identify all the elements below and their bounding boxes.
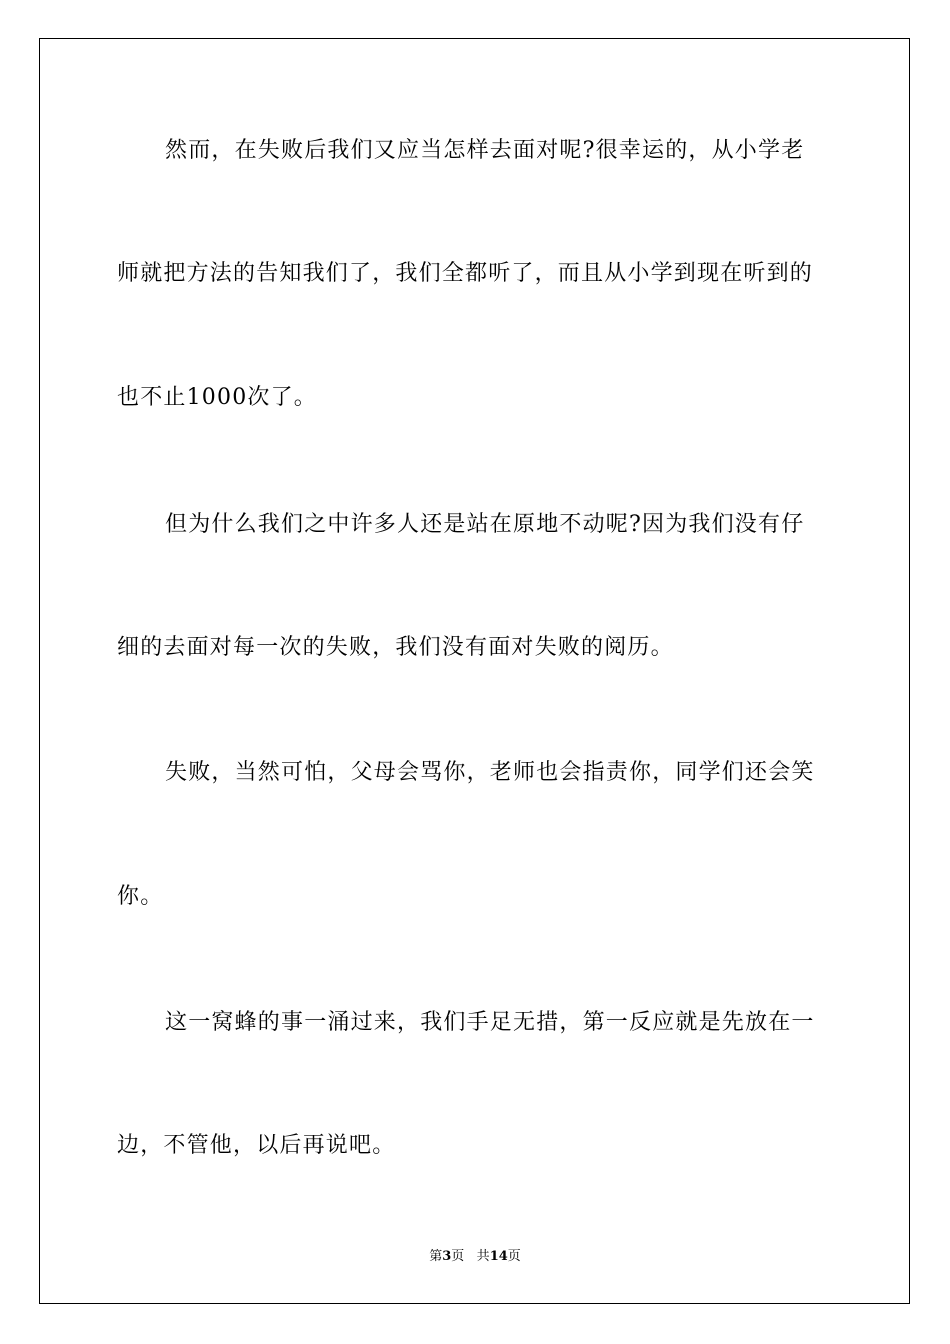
page-footer — [0, 1248, 950, 1266]
paragraph-1-line-3: 也不止1000次了。 — [117, 385, 317, 410]
total-pages-number: 14 — [489, 1249, 508, 1264]
total-prefix: 共 — [476, 1249, 490, 1264]
paragraph-4-line-2: 边，不管他，以后再说吧。 — [117, 1133, 396, 1158]
paragraph-2-line-1: 但为什么我们之中许多人还是站在原地不动呢?因为我们没有仔 — [165, 512, 805, 537]
page-suffix: 页 — [451, 1249, 465, 1264]
page-prefix: 第 — [429, 1249, 443, 1264]
page-frame — [39, 38, 910, 1304]
paragraph-3-line-2: 你。 — [117, 884, 164, 909]
paragraph-4-line-1: 这一窝蜂的事一涌过来，我们手足无措，第一反应就是先放在一 — [165, 1010, 815, 1035]
paragraph-1-line-2: 师就把方法的告知我们了，我们全都听了，而且从小学到现在听到的 — [117, 261, 814, 286]
total-suffix: 页 — [507, 1249, 521, 1264]
paragraph-2-line-2: 细的去面对每一次的失败，我们没有面对失败的阅历。 — [117, 635, 674, 660]
current-page-number: 3 — [442, 1249, 452, 1264]
paragraph-3-line-1: 失败，当然可怕，父母会骂你，老师也会指责你，同学们还会笑 — [165, 760, 815, 785]
paragraph-1-line-1: 然而，在失败后我们又应当怎样去面对呢?很幸运的，从小学老 — [165, 138, 805, 163]
